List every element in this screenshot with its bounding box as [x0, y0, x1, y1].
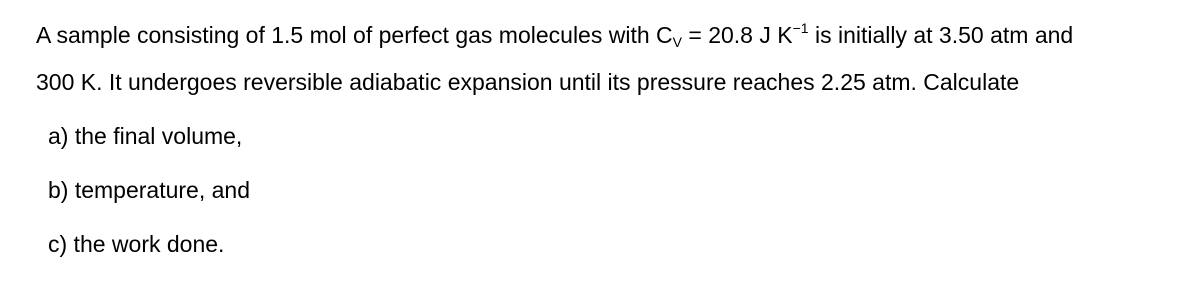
cv-subscript: V	[672, 34, 682, 50]
problem-line-1	[36, 14, 1073, 56]
question-part-b: b) temperature, and	[48, 177, 251, 203]
problem-text-c: is initially at 3.50 atm and	[808, 22, 1074, 48]
problem-line-2: 300 K. It undergoes reversible adiabatic expansion until its pressure reaches 2.25 atm. Calculate	[36, 69, 1020, 95]
question-part-a: a) the final volume,	[48, 123, 243, 149]
unit-superscript: −1	[792, 20, 809, 36]
problem-text-a: A sample consisting of 1.5 mol of perfect gas molecules with C	[36, 22, 673, 48]
question-part-c: c) the work done.	[48, 231, 225, 257]
problem-text-b: = 20.8 J K	[681, 22, 793, 48]
